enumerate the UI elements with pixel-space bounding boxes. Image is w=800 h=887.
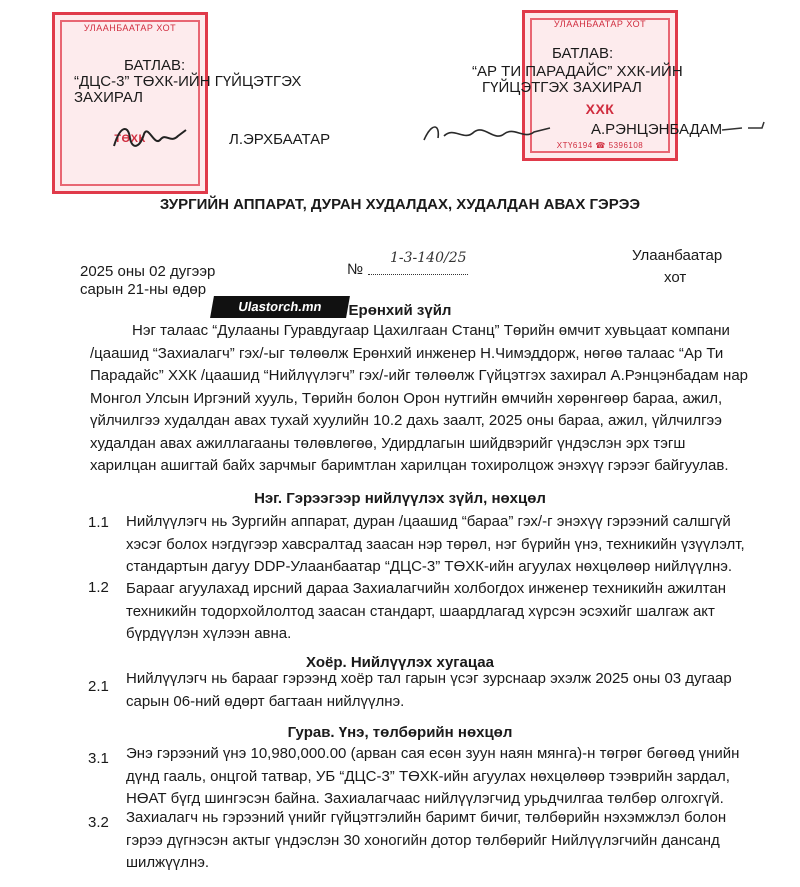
clause-line: дүнд гааль, онцгой татвар, УБ “ДЦС-3” ТӨХК-ийн агуулах нөхцөлөөр тээврийн зардал, [126, 767, 730, 785]
left-signer-name: Л.ЭРХБААТАР [229, 131, 331, 148]
right-approval-line2: ГҮЙЦЭТГЭХ ЗАХИРАЛ [482, 79, 642, 96]
left-signature [110, 118, 190, 158]
clause-line: Захиалагч нь гэрээний үнийг гүйцэтгэлийн баримт бичиг, төлбөрийн нэхэмжлэл болон [126, 809, 727, 826]
clause-line: гэрээ дүгнэсэн актыг үндэслэн 30 хоногийн дотор төлбөрийг Нийлүүлэгчийн дансанд [126, 831, 720, 849]
contract-title: ЗУРГИЙН АППАРАТ, ДУРАН ХУДАЛДАХ, ХУДАЛДАН АВАХ ГЭРЭЭ [159, 196, 641, 213]
clause-3-2-body [126, 807, 766, 875]
section2-title: Хоёр. Нийлүүлэх хугацаа [306, 654, 494, 671]
clause-line: хэсэг болох нэгдүгээр хавсралтад заасан нэр төрөл, нэг бүрийн үнэ, техникийн үзүүлэлт, [126, 535, 745, 553]
clause-3-1-body [126, 743, 766, 811]
city-line1: Улаанбаатар [632, 247, 723, 264]
section1-title: Нэг. Гэрээгээр нийлүүлэх зүйл, нөхцөл [254, 490, 546, 507]
general-line: /цаашид “Захиалагч” гэх/-ыг төлөөлж Ерөнхий инженер Н.Чимэддорж, нөгөө талаас “Ар Ти [90, 344, 724, 362]
number-dots [368, 274, 468, 275]
right-seal-center-text: ХХК [585, 101, 615, 117]
clause-line: Нийлүүлэгч нь Зургийн аппарат, дуран /цаашид “бараа” гэх/-г энэхүү гэрээний салшгүй [126, 513, 731, 530]
left-approval-line2: ЗАХИРАЛ [74, 89, 144, 106]
left-seal-top-text: УЛААНБААТАР ХОТ [83, 23, 177, 33]
clause-number: 3.1 [88, 750, 109, 767]
right-signer-name: А.РЭНЦЭНБАДАМ [591, 121, 723, 138]
site-watermark: Ulastorch.mn [210, 296, 350, 318]
right-approval-line1: “АР ТИ ПАРАДАЙС” ХХК-ИЙН [472, 63, 683, 80]
city-line2: хот [664, 269, 687, 286]
clause-number: 3.2 [88, 814, 109, 831]
right-seal-top-text: УЛААНБААТАР ХОТ [553, 19, 647, 29]
clause-line: техникийн тодорхойлолтод заасан стандарт, шаардлагад хүрсэн эсэхийг шалгаж акт [126, 602, 715, 620]
general-line: Нэг талаас “Дулааны Гуравдугаар Цахилгаан Станц” Төрийн өмчит хувьцаат компани [132, 322, 730, 339]
clause-1-2-body [126, 578, 766, 646]
general-line: үйлчилгээ худалдан авах тухай хуулийн 10.2 дахь заалт, 2025 оны бараа, ажил, үйлчилгээ [90, 412, 722, 429]
clause-line: Нийлүүлэгч нь барааг гэрээнд хоёр тал гарын үсэг зурснаар эхэлж 2025 оны 03 дугаар [126, 670, 732, 687]
clause-1-1-body [126, 511, 766, 579]
general-line: харилцан ашигтай байх зарчмыг баримтлан харилцан тохиролцож энэхүү гэрээг байгуулав. [90, 457, 729, 474]
right-seal-bottom-text: ХТҮ6194 ☎ 5396108 [556, 141, 644, 150]
clause-line: стандартын дагуу DDP-Улаанбаатар “ДЦС-3” ТӨХК-ийн агуулах нөхцөлөөр нийлүүлнэ. [126, 558, 733, 575]
clause-line: Энэ гэрээний үнэ 10,980,000.00 (арван сая есөн зуун наян мянга)-н төгрөг бөгөөд үнийн [126, 745, 740, 762]
section3-title: Гурав. Үнэ, төлбөрийн нөхцөл [287, 724, 513, 741]
clause-line: Барааг агуулахад ирсний дараа Захиалагчийн холбогдох инженер техникийн ажилтан [126, 580, 727, 597]
right-approval-title: БАТЛАВ: [552, 45, 614, 62]
general-line: Парадайс” ХХК /цаашид “Нийлүүлэгч” гэх/-ийг төлөөлж Гүйцэтгэх захирал А.Рэнцэнбадам нар [90, 367, 749, 384]
clause-number: 2.1 [88, 678, 109, 695]
number-label: № [347, 261, 364, 278]
section-general-title: Ерөнхий зүйл [348, 302, 452, 319]
general-line: худалдан авах ажиллагааны төлөвлөгөө, Удирдлагын шийдвэрийг үндэслэн эрх тэгш [90, 434, 686, 452]
clause-line: НӨАТ бүгд шингэсэн байна. Захиалагчаас нийлүүлэгчид урьдчилгаа төлбөр олгохгүй. [126, 790, 724, 807]
right-signature [418, 116, 558, 152]
clause-line: шилжүүлнэ. [126, 854, 210, 871]
general-line: Монгол Улсын Иргэний хууль, Төрийн болон Орон нутгийн өмчийн хөрөнгөөр бараа, ажил, [90, 389, 723, 407]
clause-number: 1.1 [88, 514, 109, 531]
clause-number: 1.2 [88, 579, 109, 596]
left-approval-title: БАТЛАВ: [124, 57, 186, 74]
section-general-body [90, 320, 778, 478]
clause-line: бүрдүүлэн хүлээн авна. [126, 625, 292, 642]
date-line1: 2025 оны 02 дугээр [80, 263, 216, 280]
right-signer-dash [720, 118, 770, 138]
clause-2-1-body [126, 668, 766, 713]
clause-line: сарын 06-ний өдөрт багтаан нийлүүлнэ. [126, 692, 405, 710]
left-approval-line1: “ДЦС-3” ТӨХК-ИЙН ГҮЙЦЭТГЭХ [74, 73, 302, 90]
number-value: 1-3-140/25 [390, 250, 467, 266]
date-line2: сарын 21-ны өдөр [80, 281, 207, 298]
left-seal-bottom-text: ТӨХК [114, 133, 146, 145]
